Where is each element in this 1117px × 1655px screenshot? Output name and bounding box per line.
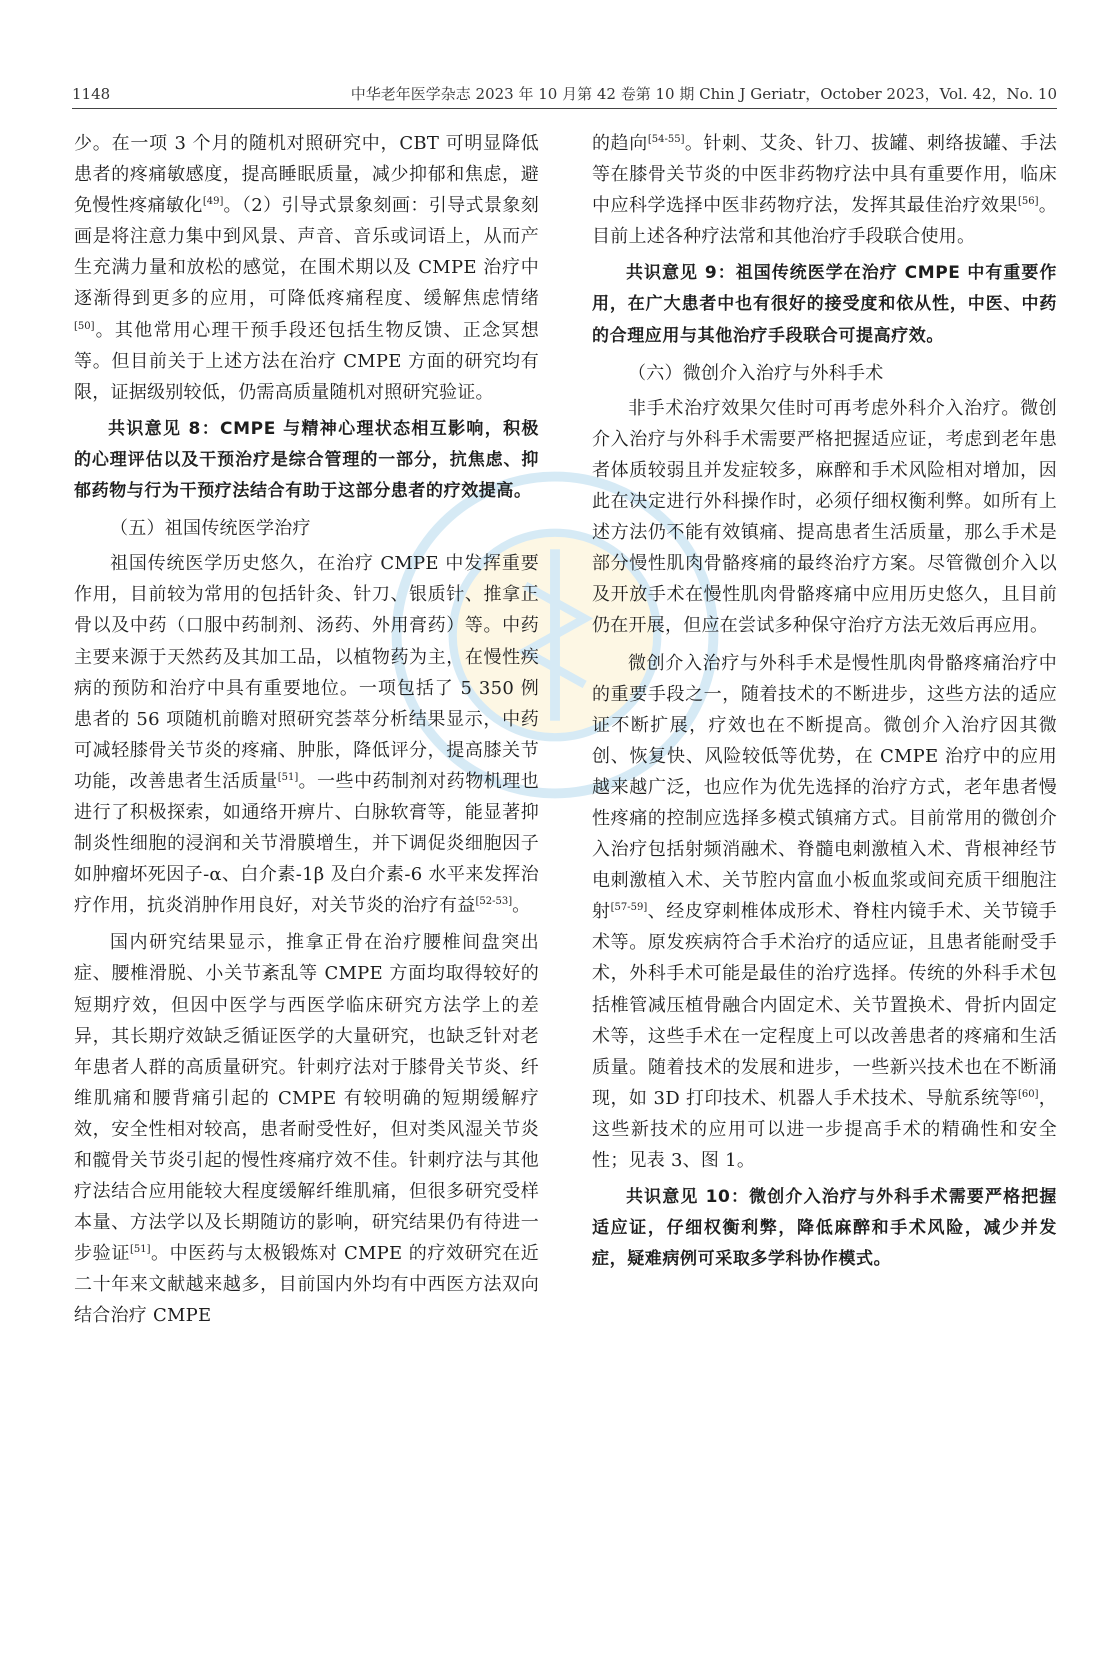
journal-citation: 中华老年医学杂志 2023 年 10 月第 42 卷第 10 期 Chin J Geriatr，October 2023，Vol. 42，No. 10 (350, 85, 1057, 103)
consensus-10: 共识意见 10：微创介入治疗与外科手术需要严格把握适应证，仔细权衡利弊，降低麻醉和手术风险，减少并发症，疑难病例可采取多学科协作模式。 (592, 1187, 1057, 1270)
citation-ref: [56] (1017, 196, 1039, 208)
section-heading-surgery: （六）微创介入治疗与外科手术 (628, 362, 884, 384)
paragraph-tuina-acupuncture: 国内研究结果显示，推拿正骨在治疗腰椎间盘突出症、腰椎滑脱、小关节紊乱等 CMPE 方面均取得较好的短期疗效，但因中医学与西医学临床研究方法学上的差异，其长期疗效缺乏循证医学的大量研究，也缺乏针对老年患者人群的高质量研究。针刺疗法对于膝骨关节炎、纤维肌痛和腰背痛引起的 CMPE 有较明确的短期缓解疗效，安全性相对较高，患者耐受性好，但对类风湿关节炎和髋骨关节炎引起的慢性疼痛疗效不佳。针刺疗法与其他疗法结合应用能较大程度缓解纤维肌痛，但很多研究受样本量、方法学以及长期随访的影响，研究结果仍有待进一步验证[51]。中医药与太极锻炼对 CMPE 的疗效研究在近二十年来文献越来越多，目前国内外均有中西医方法双向结合治疗 CMPE (74, 932, 540, 1327)
citation-ref: [49] (202, 196, 224, 208)
left-column (74, 128, 539, 1338)
citation-ref: [60] (1018, 1088, 1039, 1100)
citation-ref: [50] (74, 320, 95, 332)
header-rule (72, 108, 1057, 109)
citation-ref: [57-59] (610, 902, 648, 914)
right-column (592, 128, 1057, 1281)
section-heading-tcm: （五）祖国传统医学治疗 (110, 518, 311, 540)
consensus-8: 共识意见 8：CMPE 与精神心理状态相互影响，积极的心理评估以及干预治疗是综合管理的一部分，抗焦虑、抑郁药物与行为干预疗法结合有助于这部分患者的疗效提高。 (74, 418, 539, 502)
paragraph-minimally-invasive: 微创介入治疗与外科手术是慢性肌肉骨骼疼痛治疗中的重要手段之一，随着技术的不断进步，这些方法的适应证不断扩展，疗效也在不断提高。微创介入治疗因其微创、恢复快、风险较低等优势，在 CMPE 治疗中的应用越来越广泛，也应作为优先选择的治疗方式，老年患者慢性疼痛的控制应选择多模式镇痛方式。目前常用的微创介入治疗包括射频消融术、脊髓电刺激植入术、背根神经节电刺激植入术、关节腔内富血小板血浆或间充质干细胞注射[57-59]、经皮穿刺椎体成形术、脊柱内镜手术、关节镜手术等。原发疾病符合手术治疗的适应证，且患者能耐受手术，外科手术可能是最佳的治疗选择。传统的外科手术包括椎管减压植骨融合内固定术、关节置换术、骨折内固定术等，这些手术在一定程度上可以改善患者的疼痛和生活质量。随着技术的发展和进步，一些新兴技术也在不断涌现，如 3D 打印技术、机器人手术技术、导航系统等[60]，这些新技术的应用可以进一步提高手术的精确性和安全性；见表 3、图 1。 (592, 652, 1058, 1171)
paragraph-psych-intervention: 少。在一项 3 个月的随机对照研究中，CBT 可明显降低患者的疼痛敏感度，提高睡眠质量，减少抑郁和焦虑，避免慢性疼痛敏化[49]。（2）引导式景象刻画：引导式景象刻画是将注意力集中到风景、声音、音乐或词语上，从而产生充满力量和放松的感觉，在围术期以及 CMPE 治疗中逐渐得到更多的应用，可降低疼痛程度、缓解焦虑情绪[50]。其他常用心理干预手段还包括生物反馈、正念冥想等。但目前关于上述方法在治疗 CMPE 方面的研究均有限，证据级别较低，仍需高质量随机对照研究验证。 (74, 133, 540, 403)
consensus-9: 共识意见 9：祖国传统医学在治疗 CMPE 中有重要作用，在广大患者中也有很好的接受度和依从性，中医、中药的合理应用与其他治疗手段联合可提高疗效。 (592, 263, 1057, 346)
paragraph-tcm-trend: 的趋向[54-55]。针刺、艾灸、针刀、拔罐、刺络拔罐、手法等在膝骨关节炎的中医非药物疗法中具有重要作用，临床中应科学选择中医非药物疗法，发挥其最佳治疗效果[56]。目前上述各种疗法常和其他治疗手段联合使用。 (592, 133, 1058, 248)
page-number: 1148 (72, 85, 111, 103)
citation-ref: [51] (130, 1244, 151, 1256)
citation-ref: [51] (277, 771, 299, 783)
citation-ref: [54-55] (647, 134, 685, 145)
citation-ref: [52-53] (475, 896, 513, 908)
running-header (72, 84, 1057, 110)
paragraph-tcm-history: 祖国传统医学历史悠久，在治疗 CMPE 中发挥重要作用，目前较为常用的包括针灸、针刀、银质针、推拿正骨以及中药（口服中药制剂、汤药、外用膏药）等。中药主要来源于天然药及其加工品，以植物药为主，在慢性疾病的预防和治疗中具有重要地位。一项包括了 5 350 例患者的 56 项随机前瞻对照研究荟萃分析结果显示，中药可减轻膝骨关节炎的疼痛、肿胀，降低评分，提高膝关节功能，改善患者生活质量[51]。一些中药制剂对药物机理也进行了积极探索，如通络开痹片、白脉软膏等，能显著抑制炎性细胞的浸润和关节滑膜增生，并下调促炎细胞因子如肿瘤坏死因子-α、白介素-1β 及白介素-6 水平来发挥治疗作用，抗炎消肿作用良好，对关节炎的治疗有益[52-53]。 (74, 553, 540, 917)
paragraph-surgery-intro: 非手术治疗效果欠佳时可再考虑外科介入治疗。微创介入治疗与外科手术需要严格把握适应证，考虑到老年患者体质较弱且并发症较多，麻醉和手术风险相对增加，因此在决定进行外科操作时，必须仔细权衡利弊。如所有上述方法仍不能有效镇痛、提高患者生活质量，那么手术是部分慢性肌肉骨骼疼痛的最终治疗方案。尽管微创介入以及开放手术在慢性肌肉骨骼疼痛中应用历史悠久，且目前仍在开展，但应在尝试多种保守治疗方法无效后再应用。 (592, 397, 1057, 637)
